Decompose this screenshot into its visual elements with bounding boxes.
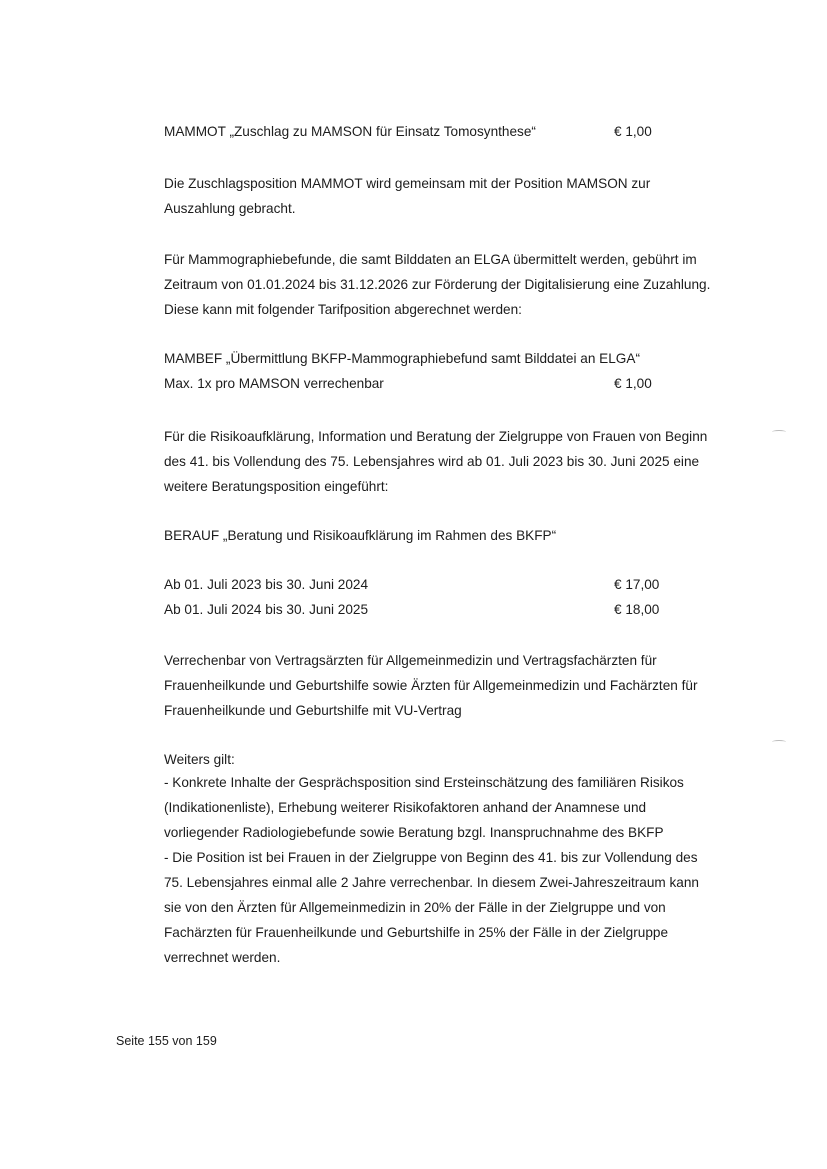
weiters-line-9: verrechnet werden. — [164, 950, 281, 965]
verrechenbar-line-2: Frauenheilkunde und Geburtshilfe sowie Ärzten für Allgemeinmedizin und Fachärzten für — [164, 678, 698, 693]
zuschlag-line-1: Die Zuschlagsposition MAMMOT wird gemeinsam mit der Position MAMSON zur — [164, 176, 651, 191]
weiters-line-7: sie von den Ärzten für Allgemeinmedizin in 20% der Fälle in der Zielgruppe und von — [164, 900, 666, 915]
berauf-period-2: Ab 01. Juli 2024 bis 30. Juni 2025 — [164, 602, 369, 617]
risiko-line-1: Für die Risikoaufklärung, Information und Beratung der Zielgruppe von Frauen von Beginn — [164, 429, 708, 444]
berauf-label: BERAUF „Beratung und Risikoaufklärung im Rahmen des BKFP“ — [164, 528, 557, 543]
weiters-line-4: vorliegender Radiologiebefunde sowie Beratung bzgl. Inanspruchnahme des BKFP — [164, 825, 664, 840]
berauf-period-1: Ab 01. Juli 2023 bis 30. Juni 2024 — [164, 577, 369, 592]
elga-line-2: Zeitraum von 01.01.2024 bis 31.12.2026 zur Förderung der Digitalisierung eine Zuzahlung. — [164, 277, 711, 292]
page-number-footer: Seite 155 von 159 — [116, 1034, 217, 1048]
mambef-amount: € 1,00 — [614, 376, 652, 391]
mambef-note: Max. 1x pro MAMSON verrechenbar — [164, 376, 384, 391]
berauf-amount-1: € 17,00 — [614, 577, 660, 592]
weiters-line-1: Weiters gilt: — [164, 752, 235, 767]
weiters-line-8: Fachärzten für Frauenheilkunde und Geburtshilfe in 25% der Fälle in der Zielgruppe — [164, 925, 669, 940]
verrechenbar-line-3: Frauenheilkunde und Geburtshilfe mit VU-Vertrag — [164, 703, 462, 718]
weiters-line-6: 75. Lebensjahres einmal alle 2 Jahre verrechenbar. In diesem Zwei-Jahreszeitraum kann — [164, 875, 699, 890]
verrechenbar-line-1: Verrechenbar von Vertragsärzten für Allgemeinmedizin und Vertragsfachärzten für — [164, 653, 657, 668]
elga-line-1: Für Mammographiebefunde, die samt Bilddaten an ELGA übermittelt werden, gebührt im — [164, 252, 697, 267]
mammot-label: MAMMOT „Zuschlag zu MAMSON für Einsatz Tomosynthese“ — [164, 124, 536, 139]
scan-artifact-mark — [772, 740, 786, 744]
mambef-label: MAMBEF „Übermittlung BKFP-Mammographiebefund samt Bilddatei an ELGA“ — [164, 351, 640, 366]
weiters-line-5: - Die Position ist bei Frauen in der Zielgruppe von Beginn des 41. bis zur Vollendung des — [164, 850, 698, 865]
weiters-line-3: (Indikationenliste), Erhebung weiterer Risikofaktoren anhand der Anamnese und — [164, 800, 647, 815]
elga-line-3: Diese kann mit folgender Tarifposition abgerechnet werden: — [164, 302, 522, 317]
mammot-amount: € 1,00 — [614, 124, 652, 139]
weiters-line-2: - Konkrete Inhalte der Gesprächsposition sind Ersteinschätzung des familiären Risikos — [164, 775, 684, 790]
risiko-line-2: des 41. bis Vollendung des 75. Lebensjahres wird ab 01. Juli 2023 bis 30. Juni 2025 eine — [164, 454, 700, 469]
risiko-line-3: weitere Beratungsposition eingeführt: — [164, 479, 389, 494]
scan-artifact-mark — [772, 430, 786, 434]
zuschlag-line-2: Auszahlung gebracht. — [164, 201, 296, 216]
berauf-amount-2: € 18,00 — [614, 602, 660, 617]
